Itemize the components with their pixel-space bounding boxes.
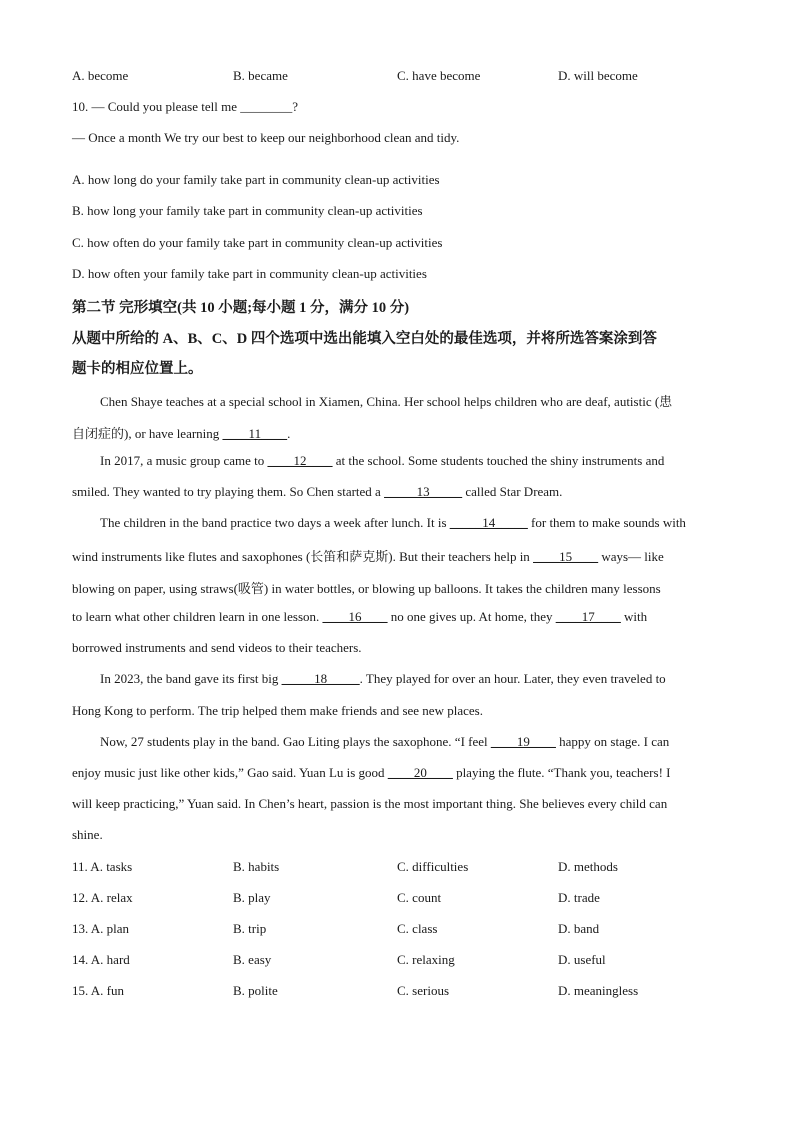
passage-line-11: Hong Kong to perform. The trip helped them make friends and see new places.	[72, 703, 483, 718]
choice-12-a: 12. A. relax	[72, 890, 133, 905]
choice-13-c: C. class	[397, 921, 438, 936]
choice-15-b: B. polite	[233, 983, 278, 998]
q10-option-c: C. how often do your family take part in community clean-up activities	[72, 235, 443, 250]
blank-11: ____11____	[222, 426, 288, 441]
passage-line-6: wind instruments like flutes and saxophones (长笛和萨克斯). But their teachers help in ____15____ ways— like	[72, 549, 664, 564]
passage-line-7: blowing on paper, using straws(吸管) in water bottles, or blowing up balloons. It takes the children many lessons	[72, 581, 661, 596]
blank-18: _____18_____	[281, 671, 360, 686]
passage-line-3: In 2017, a music group came to ____12____ at the school. Some students touched the shiny instruments and	[100, 453, 665, 468]
blank-20: ____20____	[387, 765, 453, 780]
choice-12-c: C. count	[397, 890, 442, 905]
choice-14-d: D. useful	[558, 952, 606, 967]
q10-option-a: A. how long do your family take part in community clean-up activities	[72, 172, 440, 187]
choice-11-c: C. difficulties	[397, 859, 469, 874]
q10-question: 10. — Could you please tell me ________?	[72, 99, 299, 114]
passage-line-4: smiled. They wanted to try playing them. So Chen started a _____13_____ called Star Dream.	[72, 484, 563, 499]
choice-14-b: B. easy	[233, 952, 272, 967]
passage-line-10: In 2023, the band gave its first big _____18_____. They played for over an hour. Later, they even traveled to	[100, 671, 666, 686]
choice-12-b: B. play	[233, 890, 271, 905]
option-c: C. have become	[397, 68, 481, 83]
choice-15-d: D. meaningless	[558, 983, 639, 998]
passage-line-13: enjoy music just like other kids,” Gao said. Yuan Lu is good ____20____ playing the flute. “Thank you, teachers! I	[72, 765, 671, 780]
passage-line-5: The children in the band practice two days a week after lunch. It is _____14_____ for them to make sounds with	[100, 515, 686, 530]
option-d: D. will become	[558, 68, 638, 83]
passage-line-14: will keep practicing,” Yuan said. In Chen’s heart, passion is the most important thing. She believes every child can	[72, 796, 668, 811]
q9-options	[72, 68, 732, 86]
passage-line-9: borrowed instruments and send videos to their teachers.	[72, 640, 362, 655]
q10-option-b: B. how long your family take part in community clean-up activities	[72, 203, 423, 218]
section-instruction-1: 从题中所给的 A、B、C、D 四个选项中选出能填入空白处的最佳选项，并将所选答案涂到答	[72, 331, 657, 347]
option-b: B. became	[233, 68, 288, 83]
section-instruction-2: 题卡的相应位置上。	[72, 361, 203, 377]
passage-line-15: shine.	[72, 827, 103, 842]
choices-14	[72, 952, 732, 970]
choice-14-a: 14. A. hard	[72, 952, 130, 967]
option-a: A. become	[72, 68, 129, 83]
choice-11-a: 11. A. tasks	[72, 859, 133, 874]
blank-16: ____16____	[322, 609, 388, 624]
blank-15: ____15____	[533, 549, 599, 564]
choice-12-d: D. trade	[558, 890, 600, 905]
blank-13: _____13_____	[384, 484, 463, 499]
choices-12	[72, 890, 732, 908]
blank-12: ____12____	[267, 453, 333, 468]
choices-11	[72, 859, 732, 877]
blank-14: _____14_____	[449, 515, 528, 530]
choice-15-a: 15. A. fun	[72, 983, 124, 998]
q10-option-d: D. how often your family take part in community clean-up activities	[72, 266, 427, 281]
choice-15-c: C. serious	[397, 983, 449, 998]
choices-15	[72, 983, 732, 1001]
passage-line-12: Now, 27 students play in the band. Gao Liting plays the saxophone. “I feel ____19____ happy on stage. I can	[100, 734, 670, 749]
blank-17: ____17____	[555, 609, 621, 624]
choice-14-c: C. relaxing	[397, 952, 455, 967]
choice-13-d: D. band	[558, 921, 600, 936]
passage-line-1: Chen Shaye teaches at a special school in Xiamen, China. Her school helps children who are deaf, autistic (患	[100, 394, 673, 409]
choice-11-b: B. habits	[233, 859, 280, 874]
section-title: 第二节 完形填空(共 10 小题;每小题 1 分，满分 10 分)	[72, 300, 410, 316]
choice-13-b: B. trip	[233, 921, 267, 936]
choices-13	[72, 921, 732, 939]
q10-answer: — Once a month We try our best to keep our neighborhood clean and tidy.	[72, 130, 460, 145]
passage-line-8: to learn what other children learn in one lesson. ____16____ no one gives up. At home, they ____17____ with	[72, 609, 648, 624]
choice-11-d: D. methods	[558, 859, 618, 874]
passage-line-2: 自闭症的), or have learning ____11____.	[72, 426, 291, 441]
blank-19: ____19____	[490, 734, 556, 749]
choice-13-a: 13. A. plan	[72, 921, 130, 936]
